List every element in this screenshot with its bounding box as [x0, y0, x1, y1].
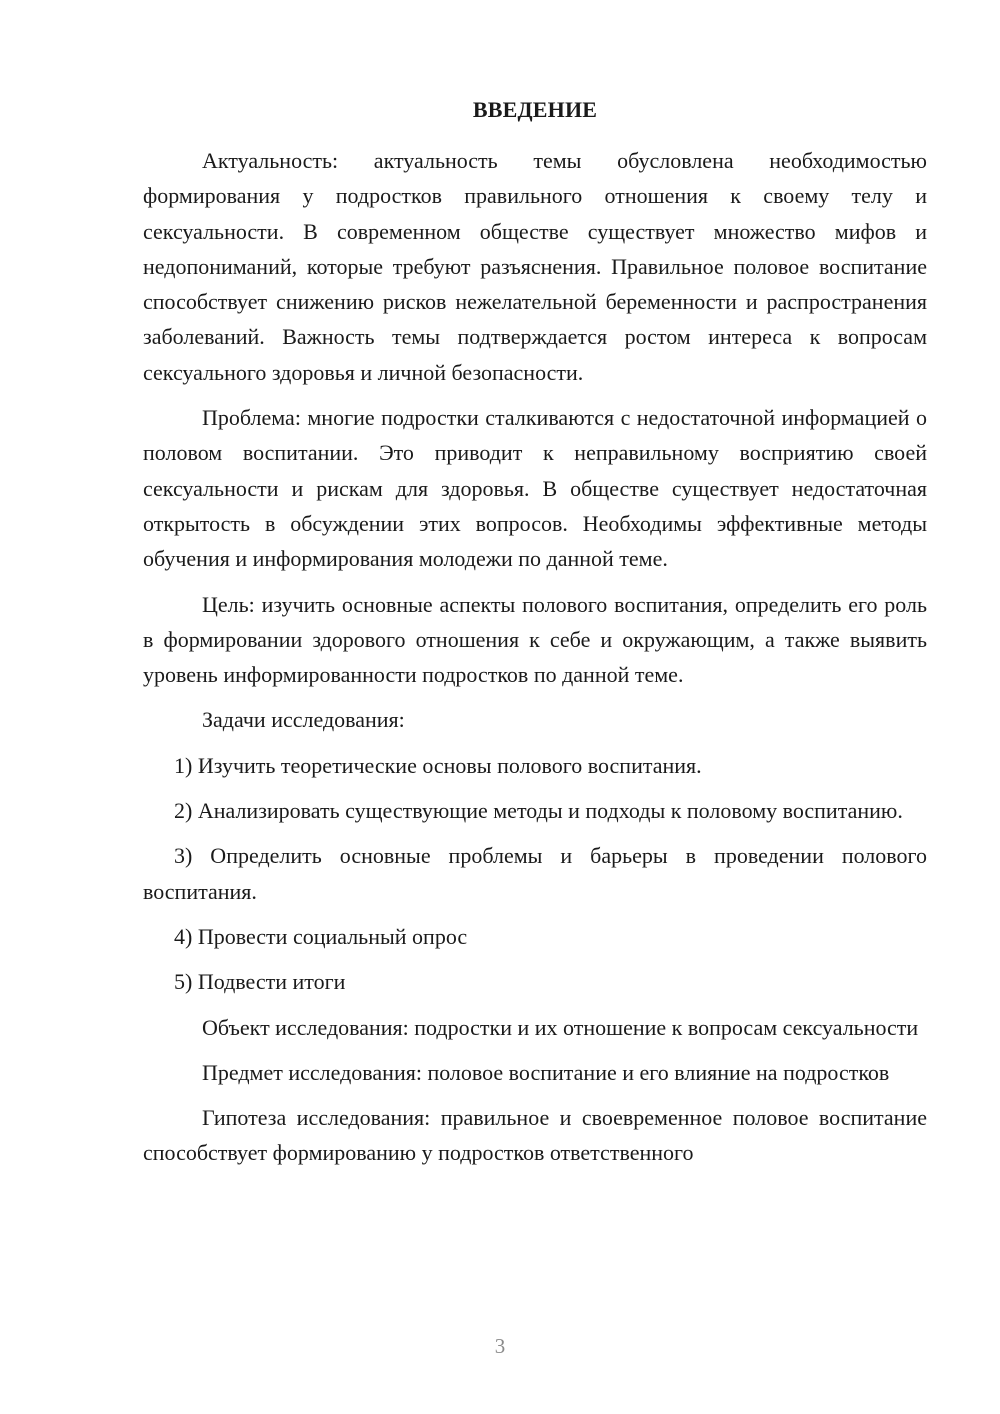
task-item-5: 5) Подвести итоги [174, 969, 346, 995]
paragraph-relevance: Актуальность: актуальность темы обусловлена необходимостью формирования у подростков правильного отношения к своему телу и сексуальности. В современном обществе существует множество мифов и недопониманий, которые требуют разъяснения. Правильное половое воспитание способствует снижению рисков нежелательной беременности и распространения заболеваний. Важность темы подтверждается ростом интереса к вопросам сексуального здоровья и личной безопасности. [143, 148, 927, 385]
section-heading: ВВЕДЕНИЕ [472, 97, 598, 122]
task-item-4: 4) Провести социальный опрос [174, 923, 468, 949]
paragraph-goal: Цель: изучить основные аспекты полового воспитания, определить его роль в формировании здорового отношения к себе и окружающим, а также выявить уровень информированности подростков по данной теме. [143, 591, 927, 688]
paragraph-subject: Предмет исследования: половое воспитание и его влияние на подростков [202, 1059, 890, 1085]
paragraph-problem: Проблема: многие подростки сталкиваются с недостаточной информацией о половом воспитании. Это приводит к неправильному восприятию своей сексуальности и рискам для здоровья. В обществе существует недостаточная открытость в обсуждении этих вопросов. Необходимы эффективные методы обучения и информирования молодежи по данной теме. [143, 405, 927, 572]
page-number: 3 [494, 1334, 506, 1358]
paragraph-hypothesis: Гипотеза исследования: правильное и своевременное половое воспитание способствует формированию у подростков ответственного [143, 1105, 927, 1166]
document-page [143, 95, 927, 1181]
task-item-2: 2) Анализировать существующие методы и подходы к половому воспитанию. [174, 798, 903, 824]
task-item-1: 1) Изучить теоретические основы полового воспитания. [174, 752, 702, 778]
paragraph-object: Объект исследования: подростки и их отношение к вопросам сексуальности [202, 1014, 919, 1040]
task-item-3: 3) Определить основные проблемы и барьеры в проведении полового воспитания. [143, 843, 927, 904]
paragraph-tasks-intro: Задачи исследования: [202, 707, 405, 733]
